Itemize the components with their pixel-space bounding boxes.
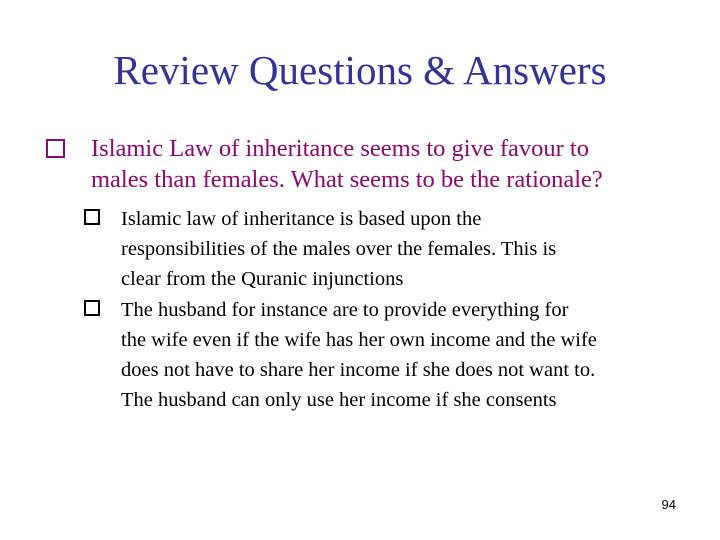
square-bullet-icon	[84, 209, 100, 225]
square-bullet-icon	[84, 300, 100, 316]
answer-text	[121, 204, 701, 294]
square-bullet-icon	[46, 139, 65, 158]
answer-line: clear from the Quranic injunctions	[121, 268, 404, 290]
answer-line: responsibilities of the males over the females. This is	[121, 238, 557, 260]
question-line: males than females. What seems to be the rationale?	[91, 166, 603, 193]
answer-line: Islamic law of inheritance is based upon the	[121, 208, 482, 230]
slide-title: Review Questions & Answers	[113, 47, 607, 93]
question-line: Islamic Law of inheritance seems to give favour to	[91, 135, 589, 162]
answer-line: does not have to share her income if she does not want to.	[121, 359, 596, 381]
answer-line: the wife even if the wife has her own income and the wife	[121, 329, 597, 351]
question-text	[91, 133, 691, 195]
page-number: 94	[661, 497, 676, 512]
answer-line: The husband for instance are to provide everything for	[121, 299, 569, 321]
answer-line: The husband can only use her income if she consents	[121, 389, 557, 411]
answer-text	[121, 295, 701, 415]
